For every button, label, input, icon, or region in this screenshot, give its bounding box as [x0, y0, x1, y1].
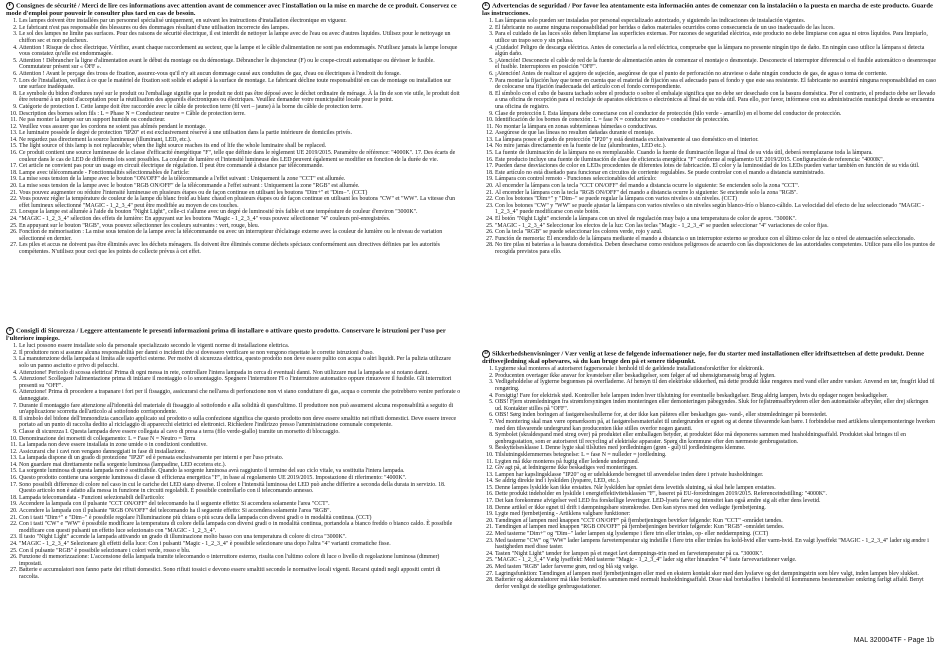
heading-text: Sikkerhedshenvisninger / Vær venlig at læse de følgende informationer nøje, for du starter med installationen eller idriftsættelsen af dette produkt. Denne driftsvejledning skal opbevares, så du kan bruge den på et senere tidspunkt.: [482, 350, 925, 365]
instruction-item: 4. ¡Cuidado! Peligro de descarga eléctrica. Antes de conectarla a la red eléctrica, compruebe que la lámpara no presente ningún tipo de daño. En ningún caso utilice la lámpara si detecta algún daño.: [495, 45, 937, 58]
instruction-item: 24. "MAGIC - 1_2_3_4" sélection des effets de lumière: En appuyant sur les boutons "Magic - 1_2_3_4" vous pouvez sélectionner "4" couleurs pré-enregistrées.: [19, 216, 461, 223]
instruction-item: 5. Attention ! Débrancher la ligne d'alimentation avant le début du montage ou du démontage. Débrancher le disjoncteur (F) ou le coupe-circuit automatique ou dévisser le fusible. Commutateur présent sur « OFF ».: [19, 58, 461, 71]
instruction-item: 11. La lampada non deve essere installata in zone umide o in condizioni conduttive.: [19, 442, 461, 449]
instruction-item: 12. Veuillez vous assurer que les cordons ne soient pas abîmés pendant le montage.: [19, 124, 461, 131]
instruction-item: 11. No montar la lámpara en zonas subterráneas húmedas o conductivas.: [495, 124, 937, 131]
instruction-item: 3. Para el cuidado de las luces sólo deben limpiarse las superficies externas. Por razones de seguridad eléctrica, este producto no debe limpiarse con agua ni otros líquidos. Para limpiarlo, utilice un trapo seco y sin pelusa.: [495, 31, 937, 44]
instruction-item: 17. Det kan forekomme afvigelser ved LED fra forskellige leveringer. LED-lysets farve og intensitet kan også ændre sig alt efter dens levetid.: [495, 498, 937, 505]
instruction-item: 13. Le luminaire possède le degré de protection "IP20" et est exclusivement réservé à une utilisation dans la partie intérieure de domiciles privés.: [19, 130, 461, 137]
instruction-item: 26. Funzione di memorizzazione: L'accensione della lampada tramite telecomando o interruttore esterno, risulta con l'ultimo colore di luce o livello di regolazione luminosa (dimmer) impostati.: [19, 554, 461, 567]
instruction-item: 6. OBS! Sørg inden boringen af fastgørelseshullerne for, at der ikke kan påføres eller beskadiges gas- vand-, eller strømledninger på borestedet.: [495, 412, 937, 419]
instruction-item: 1. Las lámparas solo pueden ser instaladas por personal especializado autorizado, y siguiendo las indicaciones de instalación vigentes.: [495, 18, 937, 25]
instruction-item: 1. Le luci possono essere installate solo da personale specializzato secondo le vigenti norme di installazione elettrica.: [19, 343, 461, 350]
info-icon: F: [6, 2, 14, 10]
heading-text: Consigli di Sicurezza / Leggere attentamente le presenti informazioni prima di installare o attivare questo prodotto. Conservare le istruzioni per l'uso per l'ulteriore impiego.: [6, 327, 446, 342]
instruction-item: 18. Denne artikel er ikke egnet til drift i dæmpningsbare strømkredse. Den kan styres med den vedlagte fjernbetjening.: [495, 505, 937, 512]
instruction-item: 2. Le fabricant n'est pas responsable des blessures ou des dommages résultant d'une utilisation incorrecte des lampes.: [19, 25, 461, 32]
instruction-item: 16. Ce produit contient une source lumineuse de la classe d'efficacité énergétique "F", telle que définie dans le règlement UE 2019/2015. Paramètre de référence: "4000K". 17. Des écarts de couleur dans le cas de LED de différents lots sont possibles. La couleur de lumière et l'intensité lumineuse des LED peuvent également se modifier en fonction de la durée de vie.: [19, 150, 461, 163]
instruction-item: 27. Función de memoria: El encendido de la lámpara mediante el mando a distancia o un interruptor externo se produce con el último color de luz o nivel de atenuación seleccionado.: [495, 236, 937, 243]
instruction-item: 8. El símbolo con el cubo de basura tachado sobre el producto o sobre el embalaje significa que no debe ser desechado con la basura doméstica. Por el contrario, el producto debe ser llevado a una oficina de recepción para el reciclaje de aparatos eléctricos o electrónicos al final de su vida útil. Para ello, por favor, infórmese con su administración municipal donde se encuentra una oficina de registro.: [495, 91, 937, 111]
instruction-item: 25. Con il pulsante "RGB" è possibile selezionare i colori verde, rosso e blu.: [19, 548, 461, 555]
instruction-item: 17. Cet article ne convient pas pour un usage en circuit électrique de régulation. Il peut être commandé à distance par télécommande.: [19, 163, 461, 170]
instruction-item: 4. Attenzione! Pericolo di scossa elettrica! Prima di ogni messa in rete, controllare l'intera lampada in cerca di eventuali danni. Non utilizzare mai la lampada se si notano danni.: [19, 370, 461, 377]
info-icon: D: [482, 350, 490, 358]
instruction-list: [482, 18, 937, 255]
instruction-item: 1. Les lampes doivent être installées par un personnel spécialisé uniquement, en suivant les instructions d'installation électronique en vigueur.: [19, 18, 461, 25]
heading-text: Consignes de sécurité / Merci de lire ces informations avec attention avant de commencer avec l'installation ou la mise en marche de ce produit. Conservez ce mode d'emploi pour pouvoir le consulter plus tard en cas de besoin.: [6, 2, 457, 17]
instruction-item: 11. Lygten må ikke monteres på fugtig eller ledende undergrund.: [495, 459, 937, 466]
info-icon: I: [6, 327, 14, 335]
instruction-item: 12. Assicurarsi che i cavi non vengano danneggiati in fase di installazione.: [19, 449, 461, 456]
instruction-item: 21. Con i tasti "Dim+" e "Dim−" è possibile regolare l'illuminazione più chiara o più scura della lampada con diversi gradi o in modalità continua. (CCT): [19, 515, 461, 522]
instruction-list: [6, 18, 461, 255]
instruction-item: 9. Classe di sicurezza I. Questa lampada deve essere collegata al cavo di presa a terra (filo verde-giallo) tramite un morsetto di bloccaggio.: [19, 429, 461, 436]
section-italian: [6, 327, 461, 581]
instruction-item: 7. Durante il montaggio fare attenzione all'idoneità del materiale di fissaggio al sottofondo e alla solidità di quest'ultimo. Il produttore non può assumersi alcuna responsabilità a seguito di un'applicazione scorretta dell'articolo al sottofondo corrispondente.: [19, 403, 461, 416]
instruction-item: 27. Lagringsfunktion: Tændingen af lampen med fjernbetjeningen eller med en ekstern kontakt sker med den lysfarve og det dæmpningstrin som blev valgt, inden lampen blev slukket.: [495, 571, 937, 578]
instruction-item: 10. Tilslutningsklemmernes betegnelse: L = fase N = nulleder = jordledning.: [495, 452, 937, 459]
page-footer: MAL 320004TF - Page 1b: [853, 637, 934, 644]
instruction-item: 8. Il simbolo del bidone dell'immondizia cancellato applicato sul prodotto o sulla confezione significa che questo prodotto non deve essere smaltito nei rifiuti domestici. Deve essere invece portato ad un punto di raccolta dedito al riciclaggio di apparecchi elettrici ed elettronici. Richiedere l'indirizzo presso l'amministrazione comunale competente.: [19, 416, 461, 429]
instruction-item: 5. ¡Atención! Desconecte el cable de red de la fuente de alimentación antes de comenzar el montaje o desmontaje. Desconecte el interruptor diferencial o el fusible automático o desenrosque el fusible. Interruptores en posición "OFF".: [495, 58, 937, 71]
instruction-item: 22. Con los botones "Dim+" y "Dim−" se puede regular la lámpara con varios niveles o sin niveles. (CCT): [495, 196, 937, 203]
section-heading: [482, 2, 937, 17]
instruction-item: 15. Denne lampes lyskilde kan ikke erstattes. Når lyskilden har opnået dens levetids slutning, så skal hele lampen erstattes.: [495, 485, 937, 492]
instruction-item: 6. Attention ! Avant le perçage des trous de fixation, assurez-vous qu'il n'y ait aucun dommage causé aux conduites de gaz, d'eau ou électriques à l'endroit du forage.: [19, 71, 461, 78]
instruction-item: 21. Vous pouvez augmenter ou réduire l'intensité lumineuse en plusieurs étapes ou de façon continue en utilisant les boutons "Dim+" et "Dim−". (CCT): [19, 190, 461, 197]
instruction-item: 28. No tire pilas ni baterías a la basura doméstica. Deben desecharse como residuos peligrosos de acuerdo con las disposiciones de las autoridades competentes. Utilice para ello los puntos de recogida previstos para ello.: [495, 242, 937, 255]
instruction-item: 20. Accendere la lampada con il pulsante "RGB ON/OFF" del telecomando ha il seguente effetto: Si accendera solamente l'area "RGB".: [19, 508, 461, 515]
instruction-item: 4. Forsigtig! Fare for elektrisk stød. Kontroller hele lampen inden hver tilslutning for eventuelle beskadigelser. Brug aldrig lampen, hvis du opdager nogen beskadigelser.: [495, 393, 937, 400]
instruction-item: 23. Il tasto "Night Light" accende la lampada attivando un grado di illuminazione molto basso con una temperatura di colore di circa "3000K".: [19, 534, 461, 541]
instruction-item: 14. Non guardare mai direttamente nella sorgente luminosa (lampadine, LED eccetera etc.).: [19, 462, 461, 469]
section-spanish: [482, 2, 937, 256]
instruction-item: 20. La mise sous tension de la lampe avec le bouton "RGB ON/OFF" de la télécommande a l'effet suivant : Uniquement la zone "RGB" est allumée.: [19, 183, 461, 190]
instruction-item: 9. Beskyttelsesklasse I. Denne lygte skal tilsluttes med jordledningen (grøn - gul) til jordledningens klemme.: [495, 445, 937, 452]
instruction-item: 23. Med tasterne "CW" og "WW" lader lampens farvetemperatur sig indstille i flere trin eller trinløs fra kold-hvid eller varm-hvid. En valgt lyseffekt "MAGIC - 1_2_3_4" lader sig ændre i hastigheden med disse taster.: [495, 538, 937, 551]
instruction-item: 15. La fuente de iluminación de la lámpara no es reemplazable. Cuando la fuente de iluminación llegue al final de su vida útil, deberá reemplazarse toda la lámpara.: [495, 150, 937, 157]
instruction-item: 23. Lorsque la lampe est allumée à l'aide du bouton "Night Light", celle-ci s'allume avec un degré de luminosité très faible et une température de couleur d'environ "3000K".: [19, 209, 461, 216]
instruction-item: 13. La lampada dispone di un grado di protezione "IP20" ed è pensata esclusivamente per interni e per l'uso privato.: [19, 455, 461, 462]
instruction-item: 16. Questo prodotto contiene una sorgente luminosa di classe di efficienza energetica "F", in base al regolamento UE 2019/2015. Impostazione di riferimento: "4000K".: [19, 475, 461, 482]
instruction-item: 15. The light source of this lamp is not replaceable; when the light source reaches its end of life the whole luminaire shall be replaced.: [19, 143, 461, 150]
instruction-item: 19. Accendere la lampada con il pulsante "CCT ON/OFF" del telecomando ha il seguente effetto: Si accendera solamente l'area "CCT".: [19, 501, 461, 508]
section-danish: [482, 350, 937, 590]
instruction-item: 7. Ved montering skal man være opmærksom på, at fastgørelsesmaterialet til undergrunden er egnet og at denne tilsvarende kan bære. I forbindelse med artiklens ulempemonteringe hverken med den tilsvarende undergrund kan producenten ikke stilles overfor nogen garanti.: [495, 419, 937, 432]
instruction-item: 10. Denominazione dei morsetti di collegamento: L = Fase N = Neutro = Terra: [19, 436, 461, 443]
section-heading: [6, 2, 461, 17]
instruction-item: 5. Attenzione! Scollegare l'alimentazione prima di iniziare il montaggio o lo smontaggio. Spegnere l'interruttore FI o l'interruttore automatico oppure rimuovere il fusibile. Gli interruttori presenti su "OFF".: [19, 376, 461, 389]
instruction-item: 7. Para montar la fijación hay que tener en cuenta que el material de fijación sea el adecuado para el fondo y que este sea resistente. El fabricante no asumirá ninguna responsabilidad en caso de colocarse una fijación inadecuada del artículo con el fondo correspondiente.: [495, 78, 937, 91]
instruction-item: 1. Lygterne skal monteres af autoriseret fagpersonale i henhold til de gældende installationsforskrifter for elektronik.: [495, 366, 937, 373]
instruction-item: 14. Se aldrig direkte ind i lyskilden (lyspære, LED, etc.).: [495, 478, 937, 485]
instruction-item: 20. Tændingen af lampen med knappen "CCT ON/OFF" på fjernbetjeningen bevirker følgende: Kun "CCT" -området tændes.: [495, 518, 937, 525]
instruction-item: 10. Identificación de los bornes de conexión: L = fase N = conductor neutro = conductor de protección.: [495, 117, 937, 124]
instruction-item: 12. Asegúrese de que las líneas no resulten dañadas durante el montaje.: [495, 130, 937, 137]
instruction-item: 9. Clase de protección I. Esta lámpara debe conectarse con el conductor de protección (hilo verde - amarillo) en el borne del conductor de protección.: [495, 111, 937, 118]
instruction-item: 28. Batterier og akkumulatorer må ikke bortskaffes sammen med normalt husholdningsaffald. Disse skal bortskaffes i henhold til kommunens bestemmelser omkring farligt affald. Benyt derfor venligst de stedlige genbrugsstationer.: [495, 577, 937, 590]
instruction-item: 4. Attention ! Risque de choc électrique. Vérifiez, avant chaque raccordement au secteur, que la lampe et le câble d'alimentation ne sont pas endommagés. N'utilisez jamais la lampe lorsque vous constatez qu'elle est endommagée.: [19, 45, 461, 58]
instruction-item: 8. Le symbole du bidon d'ordures rayé sur le produit ou l'emballage signifie que le produit ne doit pas être déposé avec le déchet ordinaire de ménage. À la fin de son vie utile, le produit doit être retourné à un point d'acceptation pour la réutilisation des appareils électroniques ou électriques. Veuillez demander votre municipalité locale pour le point.: [19, 91, 461, 104]
instruction-item: 3. Vedligeholdelse af lygterne begrænses på overfladerne. Af hensyn til den elektriske sikkerhed, må dette produkt ikke rengøres med vand eller andre væsker. Anvend en tør, fnugfri klud til rengøring.: [495, 379, 937, 392]
instruction-item: 2. Producenten overtager ikke ansvar for kvæstelser eller beskadigelser, som følger af ud uhensigtsmæssig brug af lygten.: [495, 373, 937, 380]
instruction-item: 25. "MAGIC - 1_2_3_4" Seleccionar los efectos de la luz: Con las teclas "Magic - 1_2_3_4" se pueden seleccionar "4" variaciones de color fijas.: [495, 223, 937, 230]
instruction-item: 18. Este artículo no está diseñado para funcionar en circuitos de corriente regulables. Se puede controlar con el mando a distancia suministrado.: [495, 170, 937, 177]
instruction-item: 2. El fabricante no asume ninguna responsabilidad por heridas o daños materiales ocurridos como consecuencia de un uso inadecuado de las luces.: [495, 25, 937, 32]
section-heading: [482, 350, 937, 365]
instruction-item: 7. Lors de l'installation, veillez à ce que le matériel de fixation soit solide et adapté à la surface de montage. Le fabricant décline toute responsabilité en cas de montage ou installation sur une surface inadéquate.: [19, 78, 461, 91]
instruction-item: 17. Pueden darse desviaciones de color en LEDs procedentes de diferentes lotes de fabricación. El color y la luminosidad de los LEDs pueden variar también en función de su vida útil.: [495, 163, 937, 170]
instruction-item: 24. "MAGIC - 1_2_3_4" Selezionare gli effetti della luce: Con i pulsanti "Magic - 1_2_3_4" è possibile selezionare una dopo l'altra "4" varianti cromatiche fisse.: [19, 541, 461, 548]
instruction-item: 14. No mire jamás directamente en la fuente de luz (alumbrantes, LED etc.).: [495, 143, 937, 150]
instruction-item: 19. Lygte med fjernbetjening - Artiklens valgbare funktioner:: [495, 511, 937, 518]
instruction-item: 14. Ne regardez pas directement la source lumineuse (illuminant, LED, etc.).: [19, 137, 461, 144]
instruction-item: 12. Giv agt på, at ledningerne ikke beskadiges ved monteringen.: [495, 465, 937, 472]
instruction-item: 13. La lámpara posee el grado de protección "IP20" y está destinada exclusivamente al uso doméstico en el interior.: [495, 137, 937, 144]
instruction-item: 22. Con i tasti "CW" e "WW" è possibile modificare la temperatura di colore della lampada con diversi gradi o in modalità continua, portandola a bianco freddo o bianco caldo. È possibile modificare con questi pulsanti un effetto luce selezionato con "MAGIC - 1_2_3_4".: [19, 521, 461, 534]
instruction-item: 23. Con los botones "CW" y "WW" se puede ajustar la lámpara con varios niveles o sin niveles según blanco-frío o blanco-cálido. La velocidad del efecto de luz seleccionado "MAGIC - 1_2_3_4" puede modificarse con este botón.: [495, 203, 937, 216]
instruction-item: 17. Sono possibili differenze di colore nel caso in cui le cariche dei LED siano diverse. Il colore e l'intensità luminosa dei LED può anche differire a seconda della durata in servizio. 18. Questo articolo non è adatto alla messa in funzione in circuiti regolabili. È possibile controllarlo con il telecomando annesso.: [19, 482, 461, 495]
instruction-item: 6. Attenzione! Prima di procedere a trapanare i fori per il fissaggio, assicurarsi che nell'area di perforazione non vi siano condutture di gas, acqua o corrente che potrebbero venire perforate o danneggiate.: [19, 389, 461, 402]
instruction-item: 9. Catégorie de protection I. Cette lampe doit être raccordée avec le câble de protection terre (fil vert – jaune) à la borne du câble de protection terre.: [19, 104, 461, 111]
instruction-item: 2. Il produttore non si assume alcuna responsabilità per danni o incidenti che si dovessero verificare se non vengono rispettate le corrette istruzioni d'uso.: [19, 350, 461, 357]
instruction-item: 5. OBS! Fjern strømledningen fra strømforsyningen inden monteringen eller demonteringen påbegyndes. Sluk for fejlstrømsafbryderen eller den automatiske afbryder, eller drej sikringen ud. Kontakter stilles på "OFF".: [495, 399, 937, 412]
instruction-item: 19. Lámpara con control remoto - Funciones seleccionables del artículo:: [495, 176, 937, 183]
instruction-item: 10. Description des bornes selon fils : L = Phase N = Conducteur neutre = Câble de protection terre.: [19, 111, 461, 118]
instruction-item: 25. En appuyant sur le bouton "RGB", vous pouvez sélectionner les couleurs suivantes : vert, rouge, bleu.: [19, 223, 461, 230]
instruction-item: 11. Ne pas monter la lampe sur un support humide ou conducteur.: [19, 117, 461, 124]
instruction-item: 26. Fonction de mémorisation : La mise sous tension de la lampe avec la télécommande ou avec un interrupteur d'éclairage externe avec la couleur de lumière ou le niveau de variation sélectionné en dernier.: [19, 229, 461, 242]
instruction-item: 18. Lampe avec télécommande - Fonctionnalités sélectionnables de l'article:: [19, 170, 461, 177]
instruction-item: 27. Les piles et accus ne doivent pas être éliminés avec les déchets ménagers. Ils doivent être éliminés comme déchets spéciaux conformément aux directives définies par les autorités compétentes. N'utilisez pour ceci que les points de collecte prévus à cet effet.: [19, 242, 461, 255]
instruction-item: 25. "MAGIC - 1_2_3_4" Vælg lyseffekt: Med tasterne "Magic - 1_2_3_4" lader sig efter hinanden "4" faste farvevariationer vælge.: [495, 557, 937, 564]
instruction-item: 18. Lampada telecomandata - Funzioni selezionabili dell'articolo:: [19, 495, 461, 502]
instruction-item: 24. Tasten "Night Light" tænder for lampen på et meget lavt dæmpnings-trin med en farvetemperatur på ca. "3000K".: [495, 551, 937, 558]
instruction-item: 8. Symbolet (skraldespand med streg over) på produktet eller emballagen betyder, at produktet ikke må deponeres sammen med husholdningsaffald. Produktet skal bringes til en genbrugsstation, som er autoriseret til recycling af elektriske apparater. Spørg din kommune efter den nærmeste genbrugsstation.: [495, 432, 937, 445]
info-icon: E: [482, 2, 490, 10]
heading-text: Advertencias de seguridad / Por favor lea atentamente esta información antes de comenzar con la instalación o la puesta en marcha de este producto. Guarde las instrucciones.: [482, 2, 933, 17]
instruction-item: 3. Le sol des lampes ne limite pas surfaces. Pour des raisons de sécurité électrique, il est interdit de nettoyer la lampe avec de l'eau ou avec d'autres liquides. Utilisez pour le nettoyage un chiffon sec et non pelucheux.: [19, 31, 461, 44]
instruction-item: 16. Dette produkt indeholder en lyskilde i energieffektivitetsklassen "F", baseret på EU-forordningen 2019/2015. Referenceindstilling: "4000K".: [495, 491, 937, 498]
instruction-item: 21. Al encender la lámpara con la tecla "RGB ON/OFF" del mando a distancia ocurre lo siguiente: Se enciende solo la zona "RGB".: [495, 190, 937, 197]
instruction-item: 16. Este producto incluye una fuente de iluminación de clase de eficiencia energética "F" conforme al reglamento UE 2019/2015. Configuración de referencia: "4000K".: [495, 157, 937, 164]
instruction-item: 26. Con la tecla "RGB" se puede seleccionar los colores verde, rojo y azul.: [495, 229, 937, 236]
instruction-item: 21. Tændingen af lampen med knappen "RGB ON/OFF" på fjernbetjeningen bevirker følgende: Kun "RGB" -området tændes.: [495, 524, 937, 531]
section-heading: [6, 327, 461, 342]
instruction-item: 27. Batterie e accumulatori non fanno parte dei rifiuti domestici. Sono rifiuti tossici e devono essere smaltiti secondo le normative locali vigenti. Recarsi quindi negli appositi centri di raccolta.: [19, 567, 461, 580]
instruction-item: 22. Vous pouvez régler la température de couleur de la lampe du blanc froid au blanc chaud en plusieurs étapes ou de façon continue en utilisant les boutons "CW" et "WW". La vitesse d'un effet lumineux sélectionné "MAGIC - 1_2_3_4" peut être modifiée au moyen de ces touches.: [19, 196, 461, 209]
instruction-item: 22. Med tasterne "Dim+" og "Dim−" lader lampen sig lysdæmpe i flere trin eller trinløs, op- eller neddæmpning. (CCT): [495, 531, 937, 538]
instruction-item: 13. Lampen har kapslingsklasse "IP20" og er udelukkende beregnet til anvendelse inden døre i private husholdninger.: [495, 472, 937, 479]
instruction-item: 19. La mise sous tension de la lampe avec le bouton "ON/OFF" de la télécommande a l'effet suivant : Uniquement la zone "CCT" est allumée.: [19, 176, 461, 183]
instruction-list: [482, 366, 937, 590]
instruction-item: 20. Al encender la lámpara con la tecla "CCT ON/OFF" del mando a distancia ocurre lo siguiente: Se encienden solo la zona "CCT".: [495, 183, 937, 190]
instruction-item: 6. ¡Atención! Antes de realizar el agujero de sujeción, asegúrese de que el punto de perforación no atraviese o dañe ningún conducto de gas, de agua o toma de corriente.: [495, 71, 937, 78]
instruction-list: [6, 343, 461, 580]
section-french: [6, 2, 461, 256]
instruction-item: 24. El botón "Night Light" enciende la lámpara con un nivel de regulación muy bajo a una temperatura de color de aprox. "3000K".: [495, 216, 937, 223]
instruction-item: 15. La sorgente luminosa di questa lampada non è sostituibile. Quando la sorgente luminosa avrà raggiunto il termine del suo ciclo vitale, va sostituita l'intera lampada.: [19, 468, 461, 475]
instruction-item: 26. Med tasten "RGB" lader farverne grøn, rød og blå sig vælge.: [495, 564, 937, 571]
instruction-item: 3. La manutenzione della lampada si limita alle superfici esterne. Per motivi di sicurezza elettrica, questo prodotto non deve essere pulito con acqua o altri liquidi. Per la pulizia utilizzare solo un panno asciutto e privo di pelucchi.: [19, 356, 461, 369]
